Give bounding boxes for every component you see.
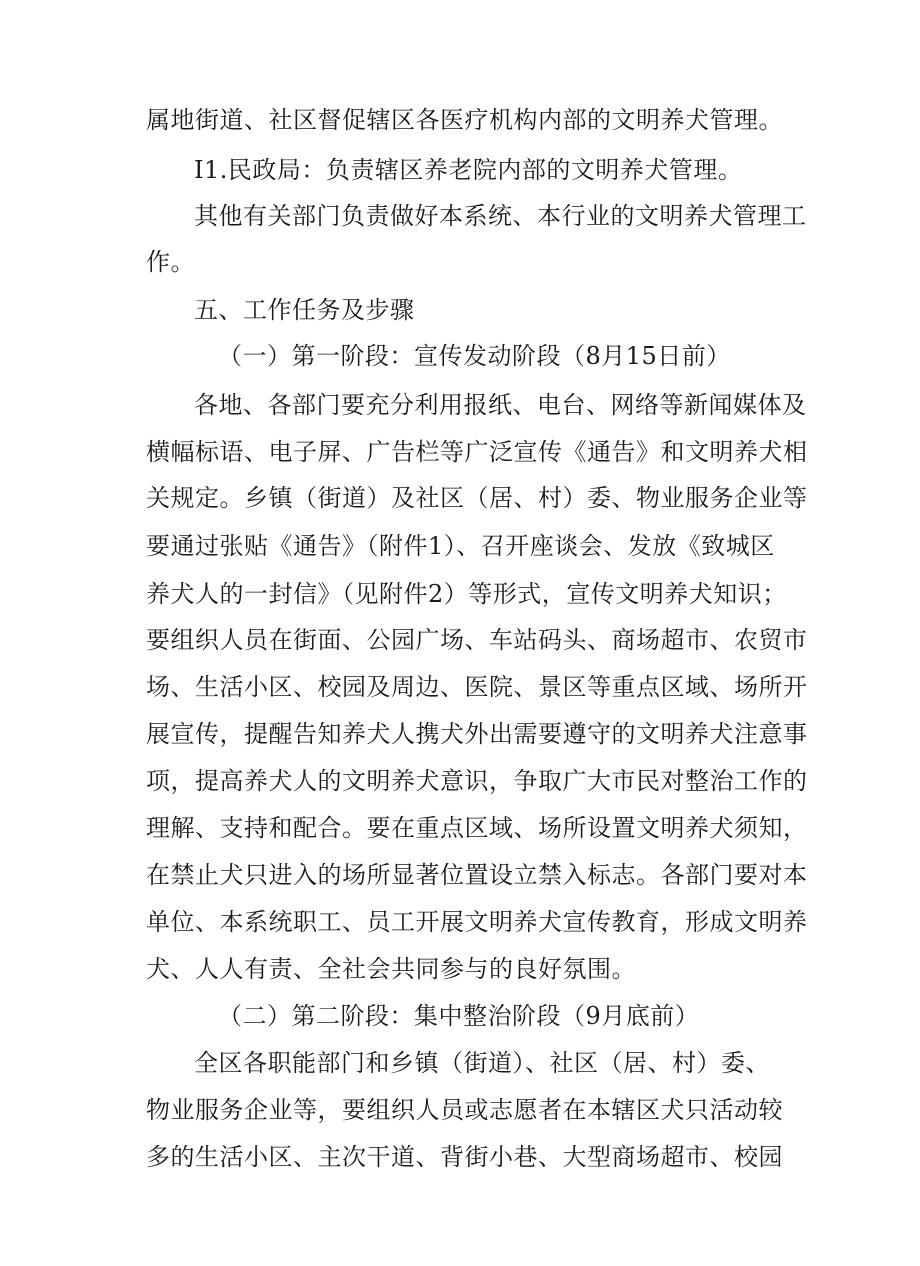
text-line-11: 养犬人的一封信》（见附件2）等形式，宣传文明养犬知识； (146, 580, 787, 608)
text-line-21: 全区各职能部门和乡镇（街道）、社区（居、村）委、 (194, 1049, 770, 1077)
text-line-8: 横幅标语、电子屏、广告栏等广泛宣传《通告》和文明养犬相 (146, 438, 808, 466)
text-line-23: 多的生活小区、主次干道、背街小巷、大型商场超市、校园 (146, 1143, 783, 1171)
subsection-heading-2: （二）第二阶段：集中整治阶段（9月底前） (218, 1002, 700, 1030)
text-line-10: 要通过张贴《通告》（附件1）、召开座谈会、发放《致城区 (146, 532, 775, 560)
text-line-19: 犬、人人有责、全社会共同参与的良好氛围。 (146, 955, 636, 983)
text-line-18: 单位、本系统职工、员工开展文明养犬宣传教育，形成文明养 (146, 908, 808, 936)
subsection-heading-1: （一）第一阶段：宣传发动阶段（8月15日前） (218, 342, 731, 370)
section-heading-5: 五、工作任务及步骤 (194, 296, 415, 324)
text-line-13: 场、生活小区、校园及周边、医院、景区等重点区域、场所开 (146, 673, 808, 701)
text-line-3: 其他有关部门负责做好本系统、本行业的文明养犬管理工 (194, 202, 807, 230)
text-line-1: 属地街道、社区督促辖区各医疗机构内部的文明养犬管理。 (146, 106, 783, 134)
text-line-2: I1.民政局：负责辖区养老院内部的文明养犬管理。 (194, 156, 743, 184)
text-line-12: 要组织人员在街面、公园广场、车站码头、商场超市、农贸市 (146, 626, 808, 654)
text-line-4: 作。 (146, 248, 195, 276)
text-line-14: 展宣传，提醒告知养犬人携犬外出需要遵守的文明养犬注意事 (146, 720, 808, 748)
text-line-15: 项，提高养犬人的文明养犬意识，争取广大市民对整治工作的 (146, 767, 808, 795)
text-line-17: 在禁止犬只进入的场所显著位置设立禁入标志。各部门要对本 (146, 861, 808, 889)
text-line-9: 关规定。乡镇（街道）及社区（居、村）委、物业服务企业等 (146, 484, 808, 512)
text-line-22: 物业服务企业等，要组织人员或志愿者在本辖区犬只活动较 (146, 1096, 783, 1124)
text-line-7: 各地、各部门要充分利用报纸、电台、网络等新闻媒体及 (194, 391, 807, 419)
text-line-16: 理解、支持和配合。要在重点区域、场所设置文明养犬须知， (146, 814, 808, 842)
